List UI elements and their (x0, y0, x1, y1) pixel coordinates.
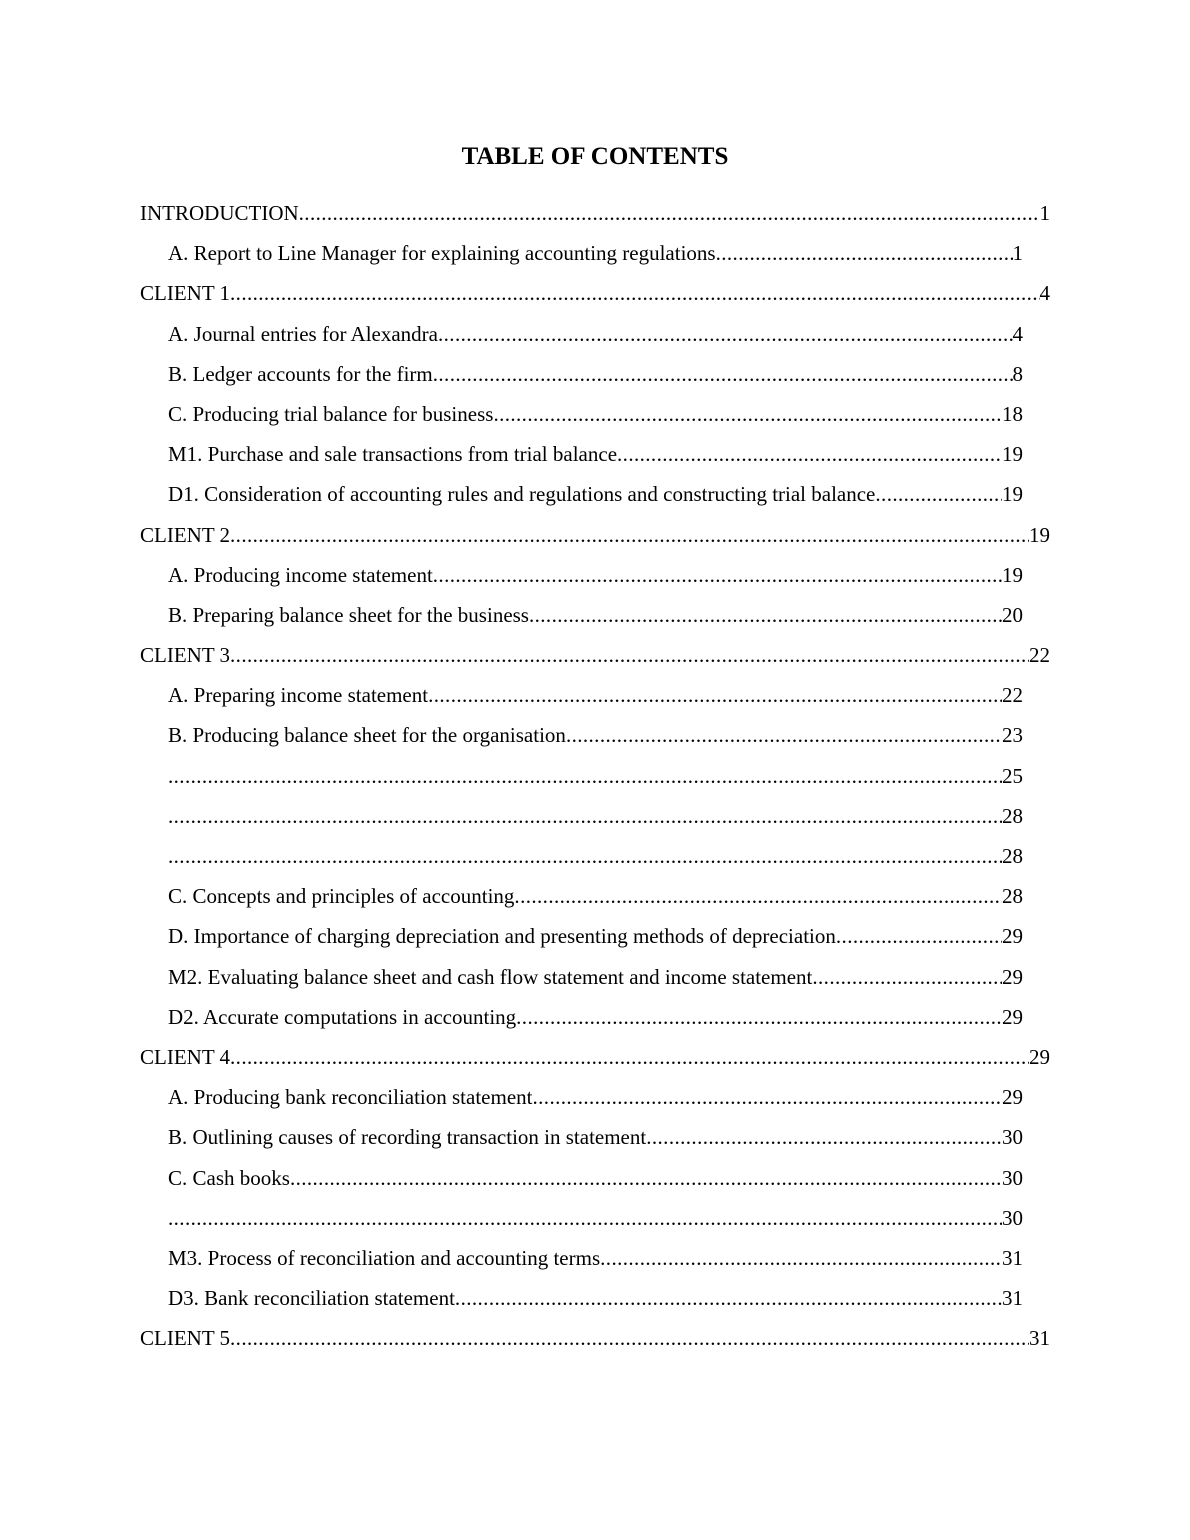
toc-page-number: 29 (1002, 1085, 1023, 1110)
toc-dot-leader (600, 1241, 1002, 1275)
toc-dot-leader (433, 558, 1002, 592)
toc-entry (0, 1281, 1190, 1321)
toc-dot-leader (230, 1321, 1029, 1355)
toc-page-number: 8 (1012, 361, 1023, 386)
toc-entry-title: B. Producing balance sheet for the organisation (168, 723, 566, 748)
toc-entry (0, 1000, 1190, 1040)
toc-entry (0, 437, 1190, 477)
toc-entry-title: INTRODUCTION (140, 201, 299, 225)
toc-dot-leader (514, 879, 1002, 913)
toc-entry-link[interactable] (168, 1281, 1023, 1315)
toc-entry (0, 879, 1190, 919)
toc-entry (0, 477, 1190, 517)
toc-entry-title: A. Preparing income statement (168, 683, 429, 708)
toc-entry (0, 839, 1190, 879)
toc-entry (0, 558, 1190, 598)
table-of-contents (0, 196, 1190, 1361)
toc-page-number: 31 (1002, 1245, 1023, 1270)
toc-entry-title: C. Concepts and principles of accounting (168, 884, 515, 909)
toc-entry (0, 718, 1190, 758)
toc-entry-link[interactable] (140, 276, 1050, 310)
toc-dot-leader (646, 1120, 1002, 1154)
toc-dot-leader (428, 678, 1002, 712)
toc-page-number: 4 (1039, 281, 1050, 306)
toc-entry-link[interactable] (168, 960, 1023, 994)
toc-entry-link[interactable] (168, 919, 1023, 953)
toc-entry-title: A. Producing income statement (168, 562, 433, 587)
toc-page-number: 30 (1002, 1205, 1023, 1230)
toc-entry-title: CLIENT 1 (140, 281, 231, 306)
toc-entry (0, 1040, 1190, 1080)
toc-dot-leader (230, 518, 1029, 552)
toc-page-number: 22 (1002, 683, 1023, 708)
toc-entry-link[interactable] (168, 236, 1023, 270)
toc-entry (0, 1241, 1190, 1281)
toc-entry (0, 518, 1190, 558)
toc-entry-link[interactable] (140, 196, 1050, 230)
toc-entry (0, 919, 1190, 959)
toc-entry (0, 1201, 1190, 1241)
toc-page-number: 30 (1002, 1125, 1023, 1150)
page-title: TABLE OF CONTENTS (461, 143, 729, 170)
toc-page-number: 28 (1002, 884, 1023, 909)
toc-dot-leader (230, 276, 1039, 310)
toc-entry-title: CLIENT 4 (140, 1044, 231, 1069)
toc-entry (0, 196, 1190, 236)
toc-dot-leader (566, 718, 1002, 752)
toc-dot-leader (493, 397, 1002, 431)
toc-entry (0, 638, 1190, 678)
toc-entry (0, 317, 1190, 357)
toc-entry-link[interactable] (168, 1201, 1023, 1235)
toc-entry-title: CLIENT 5 (140, 1326, 231, 1351)
toc-entry-link[interactable] (168, 317, 1023, 351)
toc-dot-leader (617, 437, 1002, 471)
toc-entry-title: D1. Consideration of accounting rules and regulations and constructing trial balance (168, 482, 876, 507)
toc-entry-link[interactable] (168, 1120, 1023, 1154)
toc-page-number: 31 (1002, 1286, 1023, 1311)
toc-entry-link[interactable] (168, 678, 1023, 712)
toc-entry-title: B. Preparing balance sheet for the business (168, 602, 529, 627)
toc-entry (0, 960, 1190, 1000)
toc-page-number: 19 (1002, 442, 1023, 467)
toc-entry-link[interactable] (168, 1080, 1023, 1114)
toc-entry-link[interactable] (168, 839, 1023, 873)
toc-entry (0, 799, 1190, 839)
toc-dot-leader (168, 1201, 1002, 1235)
toc-entry-link[interactable] (140, 1321, 1050, 1355)
toc-dot-leader (168, 799, 1002, 833)
toc-entry-link[interactable] (168, 1000, 1023, 1034)
toc-entry (0, 1321, 1190, 1361)
toc-entry-link[interactable] (168, 879, 1023, 913)
toc-page-number: 19 (1002, 562, 1023, 587)
toc-entry-title: A. Report to Line Manager for explaining accounting regulations (168, 241, 716, 266)
toc-entry-link[interactable] (168, 799, 1023, 833)
toc-entry-link[interactable] (140, 1040, 1050, 1074)
toc-page-number: 23 (1002, 723, 1023, 748)
toc-page-number: 29 (1002, 924, 1023, 949)
toc-dot-leader (230, 638, 1029, 672)
toc-entry-link[interactable] (168, 1241, 1023, 1275)
toc-entry-title: CLIENT 2 (140, 522, 231, 547)
toc-dot-leader (290, 1161, 1002, 1195)
toc-entry-title: A. Journal entries for Alexandra (168, 321, 438, 346)
toc-entry-link[interactable] (168, 759, 1023, 793)
toc-entry (0, 357, 1190, 397)
toc-entry (0, 759, 1190, 799)
toc-entry (0, 276, 1190, 316)
toc-entry-title: C. Cash books (168, 1165, 290, 1190)
toc-page-number: 28 (1002, 803, 1023, 828)
toc-entry-link[interactable] (168, 558, 1023, 592)
toc-entry-link[interactable] (168, 397, 1023, 431)
toc-dot-leader (529, 598, 1002, 632)
toc-page-number: 19 (1029, 522, 1050, 547)
toc-page-number: 29 (1002, 964, 1023, 989)
toc-entry (0, 1161, 1190, 1201)
toc-entry-title: A. Producing bank reconciliation statement (168, 1085, 533, 1110)
toc-entry (0, 1080, 1190, 1120)
toc-entry-title: B. Ledger accounts for the firm (168, 361, 433, 386)
toc-entry (0, 1120, 1190, 1160)
toc-dot-leader (533, 1080, 1003, 1114)
toc-dot-leader (812, 960, 1002, 994)
toc-page-number: 31 (1029, 1326, 1050, 1351)
toc-page-number: 18 (1002, 401, 1023, 426)
toc-dot-leader (455, 1281, 1002, 1315)
toc-entry (0, 678, 1190, 718)
toc-entry-link[interactable] (140, 518, 1050, 552)
toc-dot-leader (875, 477, 1002, 511)
toc-entry-link[interactable] (168, 437, 1023, 471)
toc-entry-title: M1. Purchase and sale transactions from trial balance (168, 442, 618, 467)
toc-entry-link[interactable] (140, 638, 1050, 672)
toc-page-number: 20 (1002, 602, 1023, 627)
toc-page-number: 25 (1002, 763, 1023, 788)
toc-entry-title: B. Outlining causes of recording transaction in statement (168, 1125, 647, 1150)
toc-entry-link[interactable] (168, 477, 1023, 511)
toc-entry (0, 397, 1190, 437)
toc-entry-link[interactable] (168, 598, 1023, 632)
toc-entry (0, 598, 1190, 638)
toc-dot-leader (230, 1040, 1029, 1074)
toc-entry-link[interactable] (168, 718, 1023, 752)
toc-dot-leader (299, 196, 1040, 230)
toc-dot-leader (836, 919, 1002, 953)
toc-entry-title: CLIENT 3 (140, 643, 231, 668)
toc-dot-leader (716, 236, 1013, 270)
toc-dot-leader (168, 759, 1002, 793)
toc-dot-leader (438, 317, 1013, 351)
toc-entry-title: D3. Bank reconciliation statement (168, 1286, 455, 1311)
toc-entry-title: C. Producing trial balance for business (168, 401, 494, 426)
toc-page-number: 30 (1002, 1165, 1023, 1190)
toc-entry-link[interactable] (168, 1161, 1023, 1195)
toc-page-number: 29 (1002, 1004, 1023, 1029)
toc-entry-title: D. Importance of charging depreciation and presenting methods of depreciation (168, 924, 836, 949)
toc-page-number: 29 (1029, 1044, 1050, 1069)
toc-entry-title: M2. Evaluating balance sheet and cash flow statement and income statement (168, 964, 813, 989)
toc-page-number: 1 (1012, 241, 1023, 266)
toc-page-number: 28 (1002, 844, 1023, 868)
toc-dot-leader (168, 839, 1002, 873)
toc-page-number: 4 (1012, 321, 1023, 346)
toc-entry (0, 236, 1190, 276)
toc-entry-link[interactable] (168, 357, 1023, 391)
toc-dot-leader (433, 357, 1013, 391)
toc-page-number: 22 (1029, 643, 1050, 668)
toc-dot-leader (516, 1000, 1002, 1034)
toc-page-number: 19 (1002, 482, 1023, 507)
toc-entry-title: M3. Process of reconciliation and accounting terms (168, 1245, 601, 1270)
toc-entry-title: D2. Accurate computations in accounting (168, 1004, 517, 1029)
toc-page-number: 1 (1039, 201, 1050, 225)
